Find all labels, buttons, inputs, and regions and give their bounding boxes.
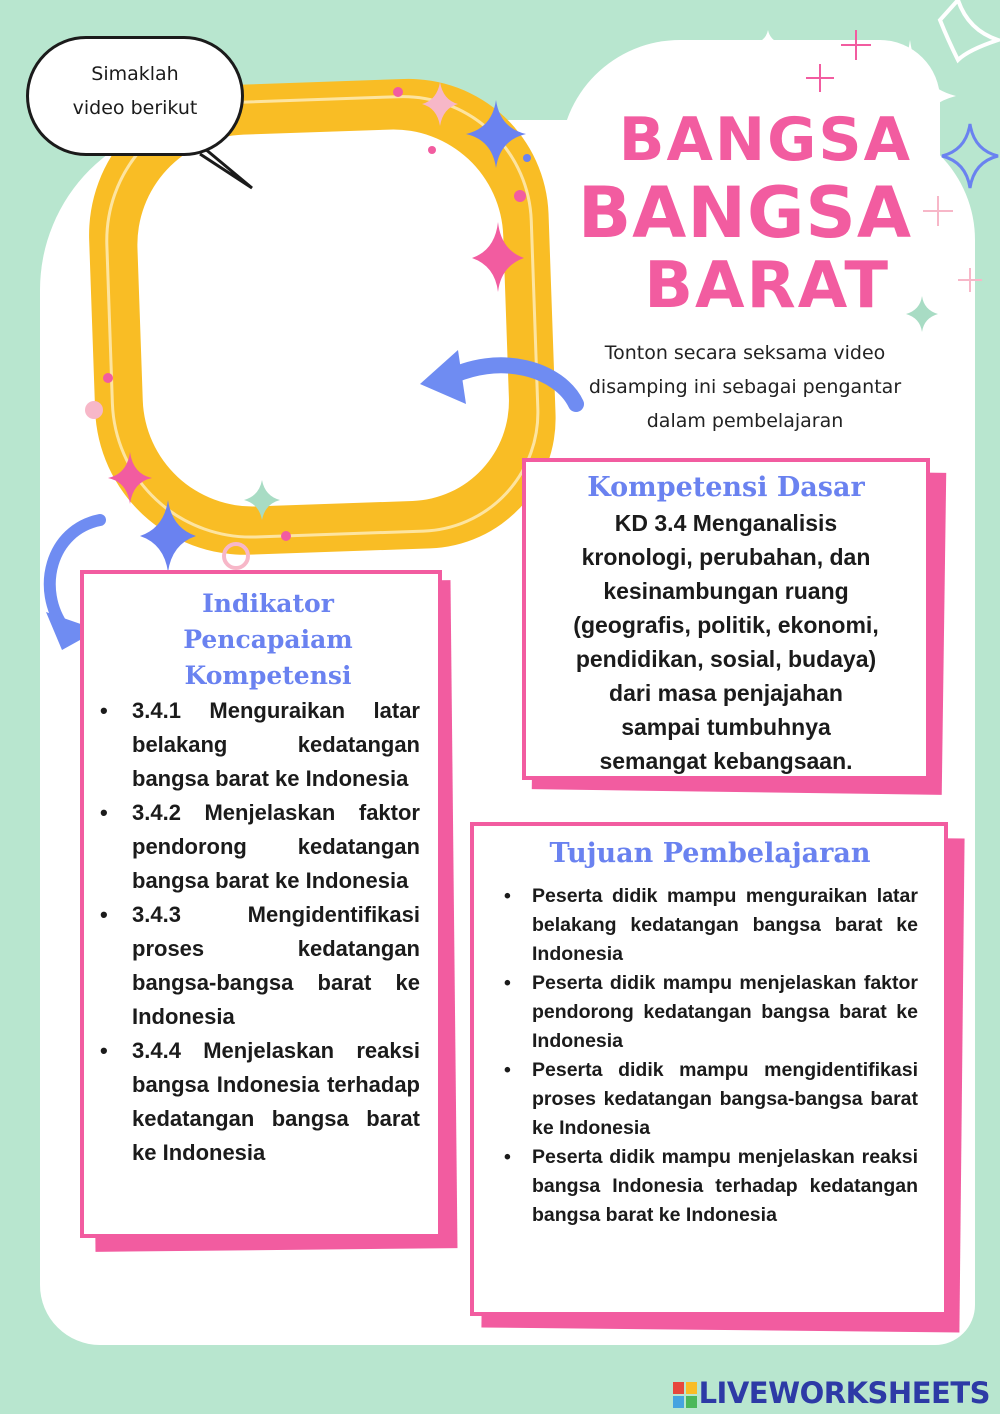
arrow-icon xyxy=(420,350,466,404)
liveworksheets-logo-icon xyxy=(673,1382,697,1408)
intro-line3: dalam pembelajaran xyxy=(646,410,844,432)
sparkle-icon xyxy=(244,480,280,520)
liveworksheets-footer[interactable] xyxy=(673,1376,990,1410)
indikator-item: • 3.4.3 Mengidentifikasi proses kedatangan bangsa-bangsa barat ke Indonesia xyxy=(96,898,420,1034)
tujuan-item: • Peserta didik mampu menguraikan latar belakang kedatangan bangsa barat ke Indonesia xyxy=(502,882,918,969)
kd-line: (geografis, politik, ekonomi, xyxy=(573,612,879,638)
tujuan-item: • Peserta didik mampu menjelaskan faktor pendorong kedatangan bangsa barat ke Indonesia xyxy=(502,969,918,1056)
speech-bubble-line2: video berikut xyxy=(72,97,198,119)
speech-bubble xyxy=(26,36,244,156)
sparkle-icon xyxy=(140,500,196,572)
kd-line: pendidikan, sosial, budaya) xyxy=(575,646,877,672)
kd-line: kronologi, perubahan, dan xyxy=(581,544,871,570)
sparkle-icon xyxy=(472,222,524,292)
intro-line1: Tonton secara seksama video xyxy=(604,342,886,364)
indikator-list xyxy=(96,694,420,1170)
sparkle-icon xyxy=(108,452,152,504)
indikator-heading xyxy=(116,586,420,694)
title-line2: BANGSA xyxy=(577,172,912,254)
tujuan-list xyxy=(502,882,918,1230)
sparkle-icon xyxy=(940,0,998,60)
indikator-heading-line2: Kompetensi xyxy=(184,661,352,690)
kd-line: semangat kebangsaan. xyxy=(599,748,853,774)
title-line1: BANGSA xyxy=(618,105,912,175)
intro-line2: disamping ini sebagai pengantar xyxy=(588,376,902,398)
tujuan-box xyxy=(470,822,948,1316)
indikator-item: • 3.4.1 Menguraikan latar belakang kedatangan bangsa barat ke Indonesia xyxy=(96,694,420,796)
tujuan-item: • Peserta didik mampu menjelaskan reaksi bangsa Indonesia terhadap kedatangan bangsa barat ke Indonesia xyxy=(502,1143,918,1230)
page-title xyxy=(577,105,912,323)
kd-line: kesinambungan ruang xyxy=(603,578,849,604)
kd-line: dari masa penjajahan xyxy=(609,680,843,706)
indikator-item: • 3.4.4 Menjelaskan reaksi bangsa Indonesia terhadap kedatangan bangsa barat ke Indonesia xyxy=(96,1034,420,1170)
kd-heading: Kompetensi Dasar xyxy=(587,472,865,503)
indikator-box xyxy=(80,570,442,1238)
sparkle-icon xyxy=(942,124,998,188)
sparkle-icon xyxy=(422,82,458,126)
kd-line: KD 3.4 Menganalisis xyxy=(614,510,838,536)
kd-line: sampai tumbuhnya xyxy=(621,714,831,740)
title-line3: BARAT xyxy=(644,249,890,323)
sparkle-icon xyxy=(466,100,526,168)
tujuan-item: • Peserta didik mampu mengidentifikasi proses kedatangan bangsa-bangsa barat ke Indonesia xyxy=(502,1056,918,1143)
intro-text xyxy=(560,336,930,438)
indikator-heading-line1: Indikator Pencapaiam xyxy=(183,589,353,654)
indikator-item: • 3.4.2 Menjelaskan faktor pendorong kedatangan bangsa barat ke Indonesia xyxy=(96,796,420,898)
footer-brand: LIVEWORKSHEETS xyxy=(698,1376,990,1410)
speech-bubble-line1: Simaklah xyxy=(91,63,179,85)
sparkle-icon xyxy=(756,30,780,56)
tujuan-heading: Tujuan Pembelajaran xyxy=(549,838,871,869)
kompetensi-dasar-box xyxy=(522,458,930,780)
